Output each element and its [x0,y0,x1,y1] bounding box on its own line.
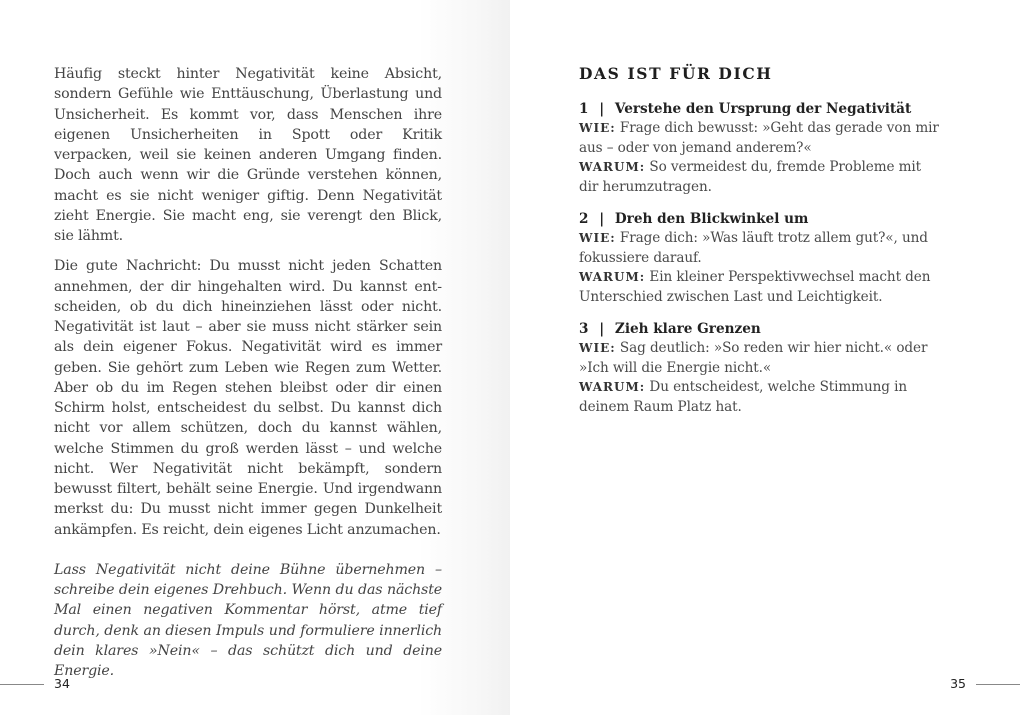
tips-box [579,64,939,429]
tip-item [579,209,939,307]
how-label: WIE: [579,121,616,135]
why-text: So vermeidest du, fremde Probleme mit dir herumzutragen. [579,159,922,195]
tip-how [579,339,939,378]
why-text: Ein kleiner Perspektivwechsel macht den Unterschied zwischen Last und Leichtigkeit. [579,269,931,305]
tip-item [579,319,939,417]
how-text: Frage dich bewusst: »Geht das gerade von mir aus – oder von jemand anderem?« [579,120,939,156]
tip-how [579,119,939,158]
paragraph-1: Häufig steckt hinter Negativität keine Absicht, sondern Gefühle wie Enttäuschung, Überlastung und Unsicherheit. Es kommt vor, dass Menschen ihre eigenen Unsicherheiten in Spott oder Kritik verpacken, weil sie keinen anderen Umgang finden. Doch auch wenn wir die Gründe verstehen können, macht es sie nicht weniger giftig. Denn Negativität zieht Energie. Sie macht eng, sie verengt den Blick, sie lähmt. [54,66,442,244]
tip-separator: | [599,211,605,227]
right-page [510,0,1020,715]
tip-separator: | [599,321,605,337]
how-label: WIE: [579,341,616,355]
tip-separator: | [599,101,605,117]
tip-title: Verstehe den Ursprung der Negativität [614,101,912,117]
paragraph-2: Die gute Nachricht: Du musst nicht jeden Schatten annehmen, der dir hingehalten wird. Du kannst entscheiden, ob du dich hineinziehen lässt oder nicht. Negativität ist laut – aber sie muss nicht stärker sein als dein eigener Fokus. Negativität wird es immer geben. Sie gehört zum Leben wie Regen zum Wetter. Aber ob du im Regen stehen bleibst oder dir einen Schirm holst, entscheidest du selbst. Du kannst dich nicht vor allem schützen, doch du kannst wählen, welche Stimmen du groß werden lässt – und welche nicht. Wer Negativität nicht bekämpft, sondern bewusst filtert, behält seine Energie. Und irgendwann merkst du: Du musst nicht immer gegen Dunkelheit ankämpfen. Es reicht, dein eigenes Licht anzumachen. [54,258,442,538]
how-text: Sag deutlich: »So reden wir hier nicht.« oder »Ich will die Energie nicht.« [579,340,928,376]
why-label: WARUM: [579,380,646,394]
page-number-right: 35 [950,676,966,691]
tip-heading [579,99,939,119]
page-number-left: 34 [54,676,70,691]
tip-title: Dreh den Blickwinkel um [614,211,809,227]
tip-title: Zieh klare Grenzen [614,321,761,337]
tip-why [579,158,939,197]
folio-rule-right [976,684,1020,685]
tip-how [579,229,939,268]
tip-number: 2 [579,211,589,227]
tip-heading [579,319,939,339]
tip-number: 3 [579,321,589,337]
tip-item [579,99,939,197]
why-text: Du entscheidest, welche Stimmung in deinem Raum Platz hat. [579,379,908,415]
impulse-quote: Lass Negativität nicht deine Bühne übernehmen – schreibe dein eigenes Drehbuch. Wenn du das nächste Mal einen negativen Kommentar hörst, atme tief durch, denk an diesen Impuls und formuliere innerlich dein klares »Nein« – das schützt dich und deine Energie. [54,561,442,679]
how-text: Frage dich: »Was läuft trotz allem gut?«, und fokussiere darauf. [579,230,928,266]
why-label: WARUM: [579,160,646,174]
tips-box-title: DAS IST FÜR DICH [579,64,773,83]
tip-heading [579,209,939,229]
folio-rule-left [0,684,44,685]
why-label: WARUM: [579,270,646,284]
tip-why [579,378,939,417]
tip-number: 1 [579,101,589,117]
tip-why [579,268,939,307]
left-page-body [54,64,442,691]
how-label: WIE: [579,231,616,245]
